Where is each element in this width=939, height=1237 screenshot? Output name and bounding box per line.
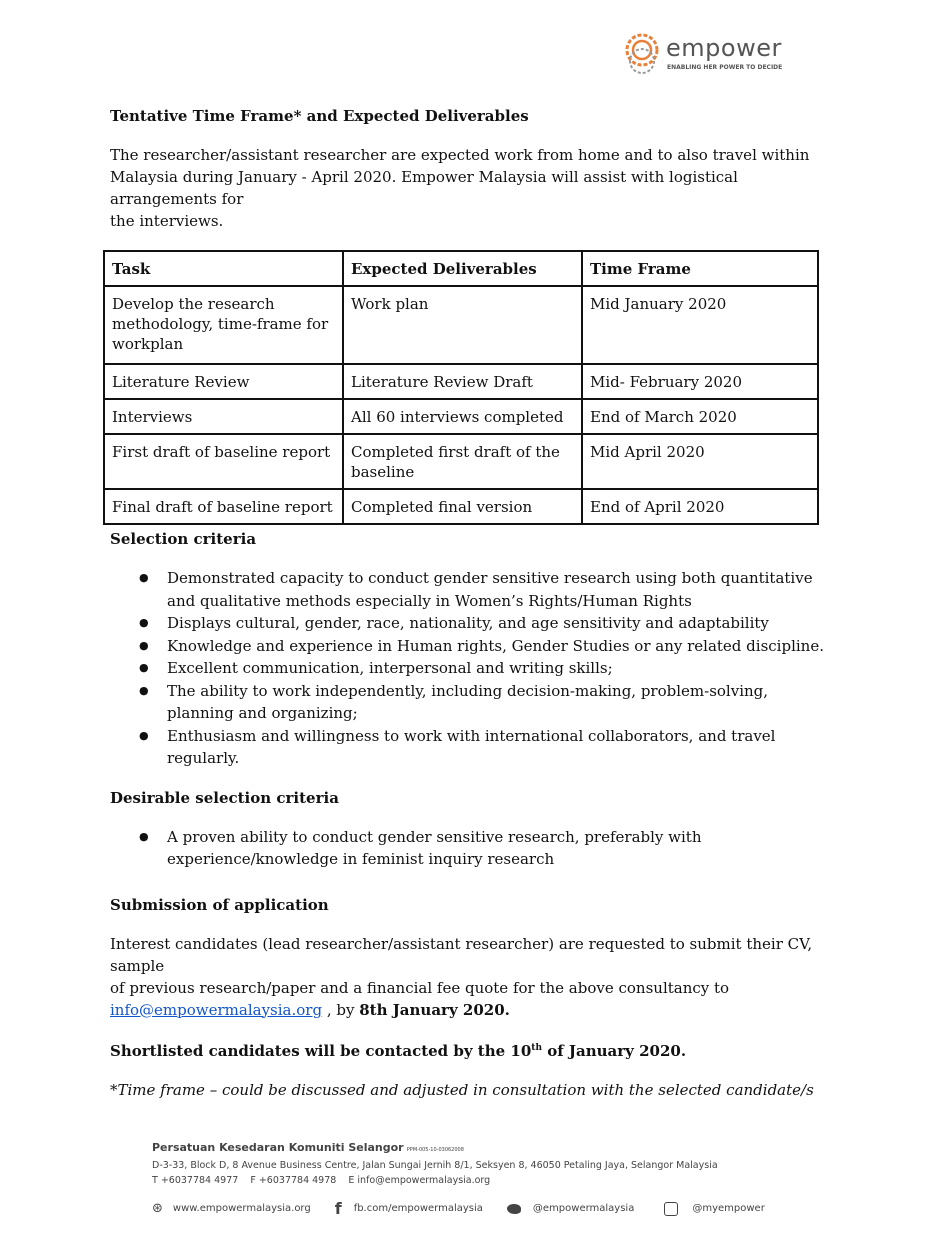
list-item: ● The ability to work independently, including decision-making, problem-solving, planning and organizing;	[110, 680, 835, 725]
shortlist-notice	[110, 1041, 835, 1061]
list-item: ● Enthusiasm and willingness to work with international collaborators, and travel regularly.	[110, 725, 835, 770]
cell: Mid- February 2020	[582, 364, 818, 399]
table-row	[104, 434, 818, 489]
facebook-icon: f	[334, 1198, 342, 1218]
shortlist-text-end: of January 2020.	[542, 1041, 687, 1060]
submission-line: Interest candidates (lead researcher/assistant researcher) are requested to submit their CV, sample	[110, 934, 813, 975]
logo-tagline: ENABLING HER POWER TO DECIDE	[667, 64, 783, 71]
intro-line: Malaysia during January - April 2020. Empower Malaysia will assist with logistical arrangements for	[110, 168, 738, 208]
footer-reg: PPM-005-10-03062008	[406, 1146, 464, 1153]
list-item: ● Displays cultural, gender, race, nationality, and age sensitivity and adaptability	[110, 612, 835, 635]
list-item: ● A proven ability to conduct gender sensitive research, preferably with experience/knowledge in feminist inquiry research	[110, 826, 710, 871]
intro-line: the interviews.	[110, 212, 224, 230]
footer-social	[152, 1198, 792, 1218]
timeframe-note: *Time frame – could be discussed and adjusted in consultation with the selected candidate/s	[110, 1080, 814, 1099]
cell: Completed first draft of the baseline	[343, 434, 582, 489]
cell: Final draft of baseline report	[104, 489, 343, 524]
submission-paragraph	[110, 933, 835, 1021]
cell: All 60 interviews completed	[343, 399, 582, 434]
cell: Develop the research methodology, time-frame for workplan	[104, 286, 343, 364]
header-task: Task	[104, 251, 343, 286]
cell: Interviews	[104, 399, 343, 434]
email-link[interactable]: info@empowermalaysia.org	[110, 1000, 323, 1019]
table-row	[104, 399, 818, 434]
deadline: 8th January 2020.	[359, 1000, 510, 1019]
cell: Work plan	[343, 286, 582, 364]
cell: End of April 2020	[582, 489, 818, 524]
list-item: ● Excellent communication, interpersonal and writing skills;	[110, 657, 835, 680]
cell: Literature Review Draft	[343, 364, 582, 399]
header-timeframe: Time Frame	[582, 251, 818, 286]
empower-logo	[620, 32, 783, 76]
list-item: ● Demonstrated capacity to conduct gender sensitive research using both quantitative and qualitative methods especially in Women’s Rights/Human Rights	[110, 567, 835, 612]
footer	[152, 1101, 792, 1217]
section-title-submission: Submission of application	[110, 895, 329, 914]
footer-instagram[interactable]: @myempower	[692, 1202, 765, 1214]
table-row	[104, 286, 818, 364]
footer-facebook[interactable]: fb.com/empowermalaysia	[353, 1202, 483, 1214]
shortlist-text: Shortlisted candidates will be contacted by the 10	[110, 1041, 532, 1060]
by-text: , by	[322, 1000, 360, 1019]
logo-name: empower	[666, 34, 782, 62]
globe-icon: ⊛	[152, 1200, 163, 1216]
shortlist-sup: th	[531, 1042, 542, 1053]
selection-criteria-list	[110, 567, 835, 770]
cell: Completed final version	[343, 489, 582, 524]
intro-paragraph	[110, 144, 835, 232]
section-title-selection: Selection criteria	[110, 530, 257, 548]
section-title-desirable: Desirable selection criteria	[110, 788, 339, 807]
cell: Mid April 2020	[582, 434, 818, 489]
footer-twitter[interactable]: @empowermalaysia	[532, 1202, 635, 1214]
submission-line: of previous research/paper and a financial fee quote for the above consultancy to	[110, 978, 730, 997]
table-row	[104, 489, 818, 524]
twitter-icon	[507, 1204, 521, 1214]
cell: Literature Review	[104, 364, 343, 399]
instagram-icon	[664, 1202, 678, 1216]
section-title-timeframe: Tentative Time Frame* and Expected Deliverables	[110, 107, 529, 125]
footer-org: Persatuan Kesedaran Komuniti Selangor	[152, 1140, 404, 1154]
desirable-criteria-list	[110, 826, 710, 871]
list-item: ● Knowledge and experience in Human rights, Gender Studies or any related discipline.	[110, 635, 835, 658]
table-row	[104, 364, 818, 399]
logo-spiral-icon	[620, 32, 664, 76]
footer-address: D-3-33, Block D, 8 Avenue Business Centre, Jalan Sungai Jernih 8/1, Seksyen 8, 46050 Petaling Jaya, Selangor Malaysia	[152, 1159, 718, 1171]
footer-web[interactable]: www.empowermalaysia.org	[172, 1202, 311, 1214]
submission-deadline-line	[110, 999, 835, 1021]
cell: First draft of baseline report	[104, 434, 343, 489]
document-body	[110, 76, 835, 1101]
header-deliverables: Expected Deliverables	[343, 251, 582, 286]
deliverables-table	[103, 250, 819, 525]
footer-contact: T +6037784 4977 F +6037784 4978 E info@empowermalaysia.org	[152, 1174, 491, 1186]
intro-line: The researcher/assistant researcher are expected work from home and to also travel within	[110, 146, 810, 164]
cell: End of March 2020	[582, 399, 818, 434]
cell: Mid January 2020	[582, 286, 818, 364]
table-header-row	[104, 251, 818, 286]
